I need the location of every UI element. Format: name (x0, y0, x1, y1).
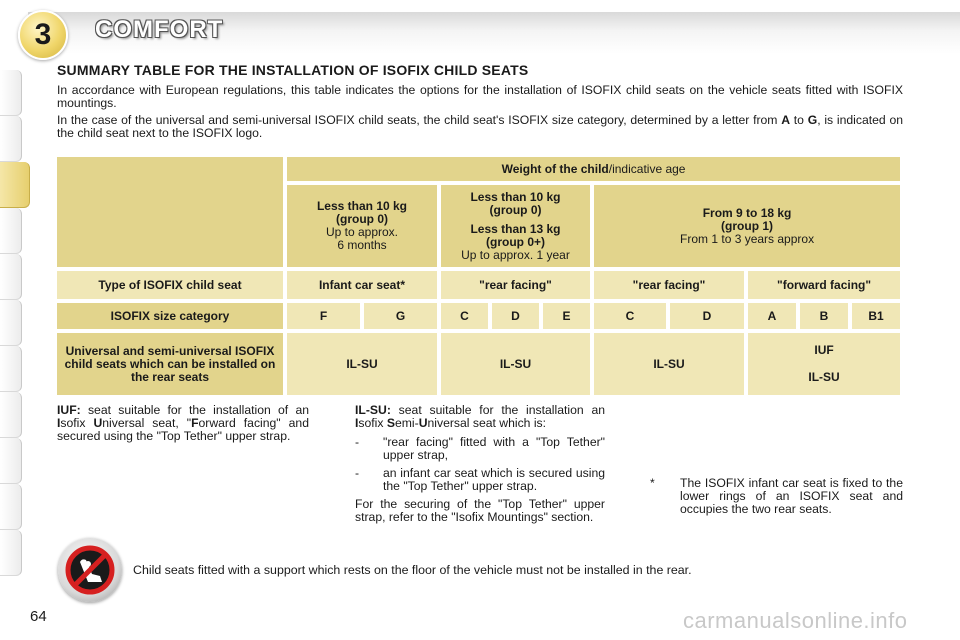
chapter-tab-6[interactable] (0, 300, 22, 346)
intro-text-part: In the case of the universal and semi-universal ISOFIX child seats, the child seat's ISOFIX size category, determined by a letter from (57, 113, 782, 127)
chapter-tab-1[interactable] (0, 70, 22, 116)
chapter-tab-3[interactable] (0, 162, 30, 208)
univ-cell: IL-SU (287, 333, 437, 395)
chapter-title: COMFORT (95, 16, 224, 43)
type-cell: "forward facing" (748, 271, 900, 299)
group-label: (group 0+) (486, 234, 545, 249)
footnote-star: * (650, 476, 655, 490)
size-cell: C (594, 303, 666, 329)
univ-cell: IL-SU (441, 333, 590, 395)
note-text: emi- (394, 416, 419, 430)
chapter-tab-5[interactable] (0, 254, 22, 300)
note-text: seat suitable for the installation of an (80, 403, 309, 417)
intro-text-part: , is indicated on the child seat next to the ISOFIX logo. (57, 113, 904, 140)
isofix-summary-table (53, 153, 904, 399)
list-dash: - (355, 466, 360, 480)
type-row-label: Type of ISOFIX child seat (57, 271, 283, 299)
chapter-tab-10[interactable] (0, 484, 22, 530)
ilsu-definition (355, 404, 605, 524)
chapter-tab-7[interactable] (0, 346, 22, 392)
type-cell: Infant car seat* (287, 271, 437, 299)
size-cell: B1 (852, 303, 900, 329)
ilsu-footer: For the securing of the "Top Tether" upper strap, refer to the "Isofix Mountings" section. (355, 497, 605, 524)
size-row-label: ISOFIX size category (57, 303, 283, 329)
note-bold-letter: U (418, 416, 428, 430)
univ-value: IL-SU (808, 370, 840, 384)
weight-header (287, 157, 900, 181)
note-bold-letter: U (93, 416, 103, 430)
weight-header-rest: /indicative age (608, 161, 686, 176)
size-cell: C (441, 303, 488, 329)
group-label: Less than 13 kg (470, 221, 561, 236)
group-label: (group 0) (336, 212, 388, 226)
intro-text (57, 84, 903, 144)
univ-cell: IL-SU (594, 333, 744, 395)
group-label: From 9 to 18 kg (702, 205, 792, 220)
chapter-tab-9[interactable] (0, 438, 22, 484)
note-bold-letter: F (191, 416, 199, 430)
group-age: From 1 to 3 years approx (680, 231, 815, 246)
weight-header-bold: Weight of the child (501, 161, 609, 176)
size-cell: B (800, 303, 848, 329)
chapter-tab-4[interactable] (0, 208, 22, 254)
iuf-definition (57, 404, 309, 443)
chapter-number-badge: 3 (18, 10, 68, 60)
note-text: niversal seat which is: (427, 416, 547, 430)
note-text: seat suitable for the installation an (390, 403, 605, 417)
note-text: sofix (358, 416, 387, 430)
warning-text: Child seats fitted with a support which rests on the floor of the vehicle must not be installed in the rear. (133, 563, 692, 577)
note-text: niversal seat, " (102, 416, 192, 430)
note-bold-letter: I (355, 416, 359, 430)
section-title: SUMMARY TABLE FOR THE INSTALLATION OF ISOFIX CHILD SEATS (57, 62, 529, 78)
intro-text-part: to (790, 113, 808, 127)
size-cell: D (670, 303, 744, 329)
group-label: (group 1) (721, 218, 774, 233)
univ-value: IUF (814, 343, 834, 357)
group-label: (group 0) (489, 202, 542, 217)
univ-cell-forward (748, 333, 900, 395)
group-1-cell (594, 185, 900, 267)
ilsu-list (355, 436, 605, 493)
chapter-tab-8[interactable] (0, 392, 22, 438)
group-label: Less than 10 kg (470, 189, 561, 204)
intro-paragraph-1: In accordance with European regulations, this table indicates the options for the installation of ISOFIX child seats on the vehicle seats fitted with ISOFIX mountings. (57, 83, 903, 110)
type-cell: "rear facing" (594, 271, 744, 299)
group-age: 6 months (337, 238, 387, 252)
page-number: 64 (30, 608, 47, 625)
note-bold-letter: S (386, 416, 395, 430)
group-0-infant-cell (287, 185, 437, 267)
size-cell: F (287, 303, 360, 329)
chapter-tabs (0, 70, 30, 576)
note-text: orward facing" and secured using the "Top Tether" upper strap. (57, 416, 309, 443)
iuf-term: IUF: (57, 403, 81, 417)
ilsu-term: IL-SU: (355, 403, 391, 417)
list-item-text: "rear facing" fitted with a "Top Tether" upper strap, (383, 435, 605, 462)
univ-row-label: Universal and semi-universal ISOFIX child seats which can be installed on the rear seats (57, 333, 283, 395)
intro-letter-g: G (807, 113, 818, 127)
size-cell: A (748, 303, 796, 329)
note-text: sofix (60, 416, 94, 430)
list-item (355, 436, 605, 462)
size-cell: E (543, 303, 590, 329)
table-corner-cell (57, 157, 283, 267)
intro-paragraph-2 (57, 114, 903, 140)
watermark: carmanualsonline.info (683, 608, 908, 633)
size-cell: G (364, 303, 437, 329)
group-0plus-cell (441, 185, 590, 267)
group-age: Up to approx. (325, 225, 399, 239)
size-cell: D (492, 303, 539, 329)
footnote-text: The ISOFIX infant car seat is fixed to the lower rings of an ISOFIX seat and occupies the two rear seats. (680, 476, 903, 516)
list-item-text: an infant car seat which is secured using the "Top Tether" upper strap. (383, 466, 605, 493)
type-cell: "rear facing" (441, 271, 590, 299)
note-bold-letter: I (57, 416, 61, 430)
no-child-seat-icon (58, 538, 122, 602)
chapter-tab-2[interactable] (0, 116, 22, 162)
chapter-tab-11[interactable] (0, 530, 22, 576)
infant-seat-footnote (650, 477, 903, 516)
group-label: Less than 10 kg (316, 199, 408, 213)
list-dash: - (355, 435, 360, 449)
intro-letter-a: A (781, 113, 791, 127)
ilsu-intro (355, 404, 605, 430)
group-age: Up to approx. 1 year (461, 247, 570, 262)
list-item (355, 467, 605, 493)
